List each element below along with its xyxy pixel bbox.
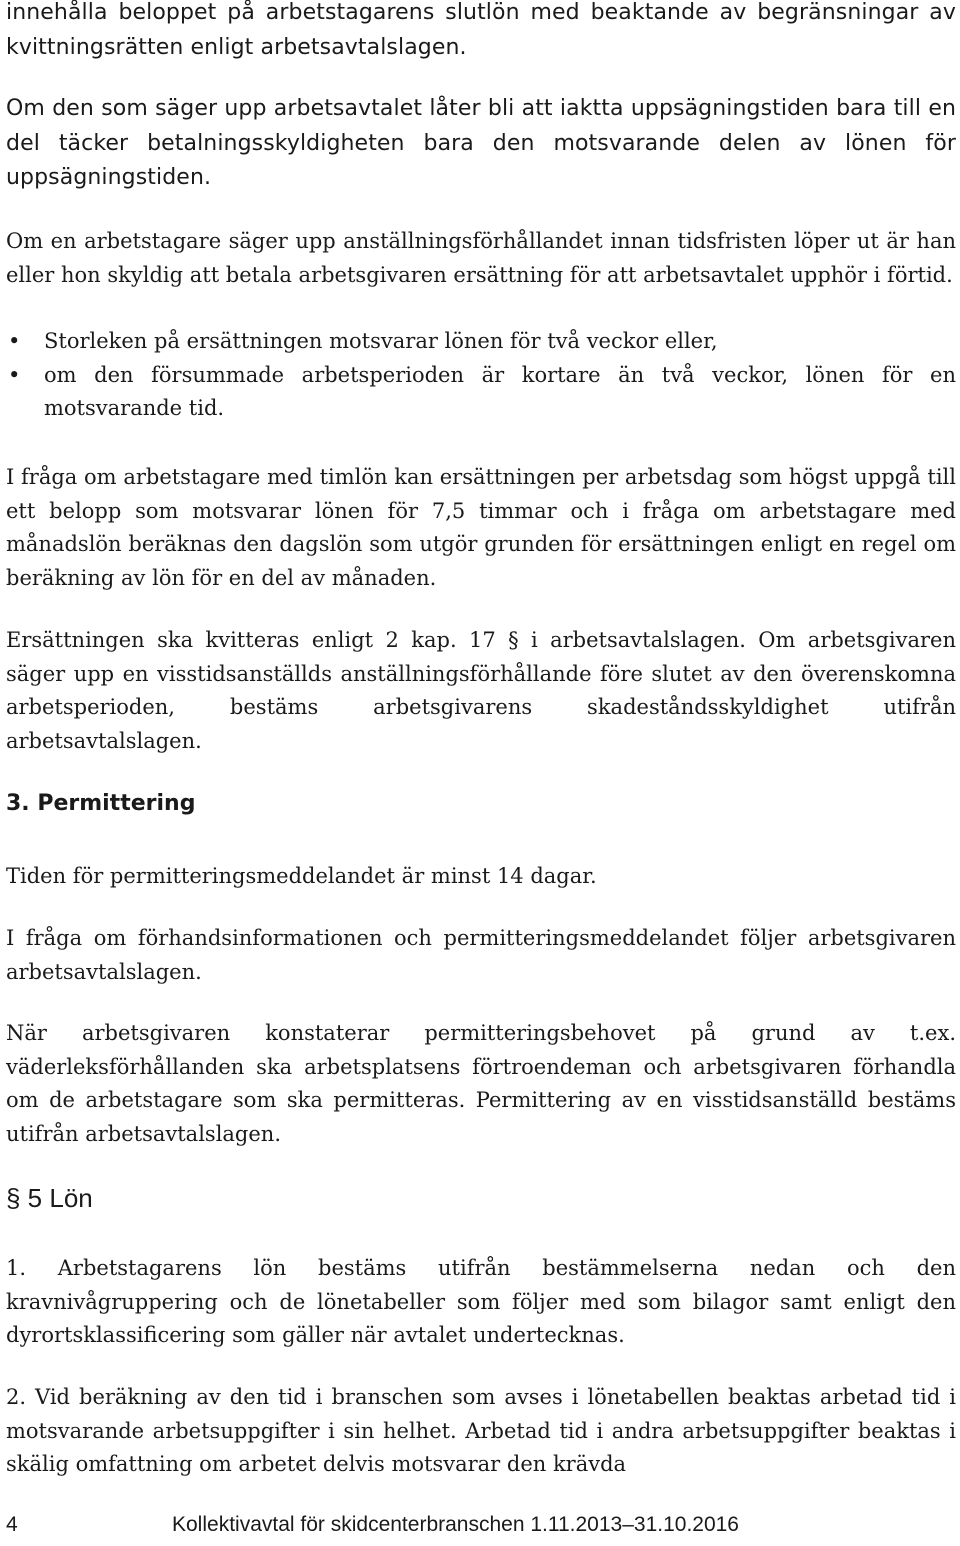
paragraph-weather-layoff: När arbetsgivaren konstaterar permitteringsbehovet på grund av t.ex. väderleksförhållanden ska arbetsplatsens förtroendeman och arbetsgivaren förhandla om de arbetstagare som ska permitteras. Permittering av en visstidsanställd bestäms utifrån arbetsavtalslagen.	[6, 1021, 956, 1146]
paragraph-salary-2: 2. Vid beräkning av den tid i branschen som avses i lönetabellen beaktas arbetad tid i motsvarande arbetsuppgifter i sin helhet. Arbetad tid i andra arbetsuppgifter beaktas i skälig omfattning om arbetet delvis motsvarar den krävda	[6, 1385, 956, 1476]
list-item	[6, 325, 956, 359]
paragraph-salary-1: 1. Arbetstagarens lön bestäms utifrån bestämmelserna nedan och den kravnivågruppering och de lönetabeller som följer med som bilagor samt enligt den dyrortsklassificering som gäller när avtalet undertecknas.	[6, 1256, 956, 1347]
paragraph-resignation: Om en arbetstagare säger upp anställningsförhållandet innan tidsfristen löper ut är han eller hon skyldig att betala arbetsgivaren ersättning för att arbetsavtalet upphör i förtid.	[6, 229, 956, 287]
paragraph-notice-period: Tiden för permitteringsmeddelandet är minst 14 dagar.	[6, 864, 597, 888]
section-heading-permittering: 3. Permittering	[6, 791, 196, 816]
list-item-text: om den försummade arbetsperioden är kortare än två veckor, lönen för en motsvarande tid.	[44, 362, 956, 420]
paragraph-receipt: Ersättningen ska kvitteras enligt 2 kap. 17 § i arbetsavtalslagen. Om arbetsgivaren säger upp en visstidsanställds anställningsförhållande före slutet av den överenskomna arbetsperioden, bestäms arbetsgivarens skadeståndsskyldighet utifrån arbetsavtalslagen.	[6, 628, 956, 753]
compensation-bullet-list	[6, 325, 956, 426]
paragraph-pre-information: I fråga om förhandsinformationen och permitteringsmeddelandet följer arbetsgivaren arbetsavtalslagen.	[6, 926, 956, 984]
footer-title: Kollektivavtal för skidcenterbranschen 1.11.2013–31.10.2016	[172, 1513, 739, 1536]
paragraph-intro-1: innehålla beloppet på arbetstagarens slutlön med beaktande av begränsningar av kvittningsrätten enligt arbetsavtalslagen.	[6, 0, 956, 60]
list-item-text: Storleken på ersättningen motsvarar lönen för två veckor eller,	[44, 329, 718, 353]
bullet-icon: •	[8, 329, 21, 353]
bullet-icon: •	[8, 362, 21, 387]
paragraph-hourly-wage: I fråga om arbetstagare med timlön kan ersättningen per arbetsdag som högst uppgå till ett belopp som motsvarar lönen för 7,5 timmar och i fråga om arbetstagare med månadslön beräknas den dagslön som utgör grunden för ersättningen enligt en regel om beräkning av lön för en del av månaden.	[6, 465, 956, 590]
paragraph-intro-2: Om den som säger upp arbetsavtalet låter bli att iaktta uppsägningstiden bara till en del täcker betalningsskyldigheten bara den motsvarande delen av lönen för uppsägningstiden.	[6, 96, 956, 190]
page-number: 4	[6, 1513, 18, 1536]
page-footer	[6, 1513, 739, 1537]
section-heading-lon: § 5 Lön	[6, 1183, 93, 1213]
list-item	[6, 359, 956, 426]
